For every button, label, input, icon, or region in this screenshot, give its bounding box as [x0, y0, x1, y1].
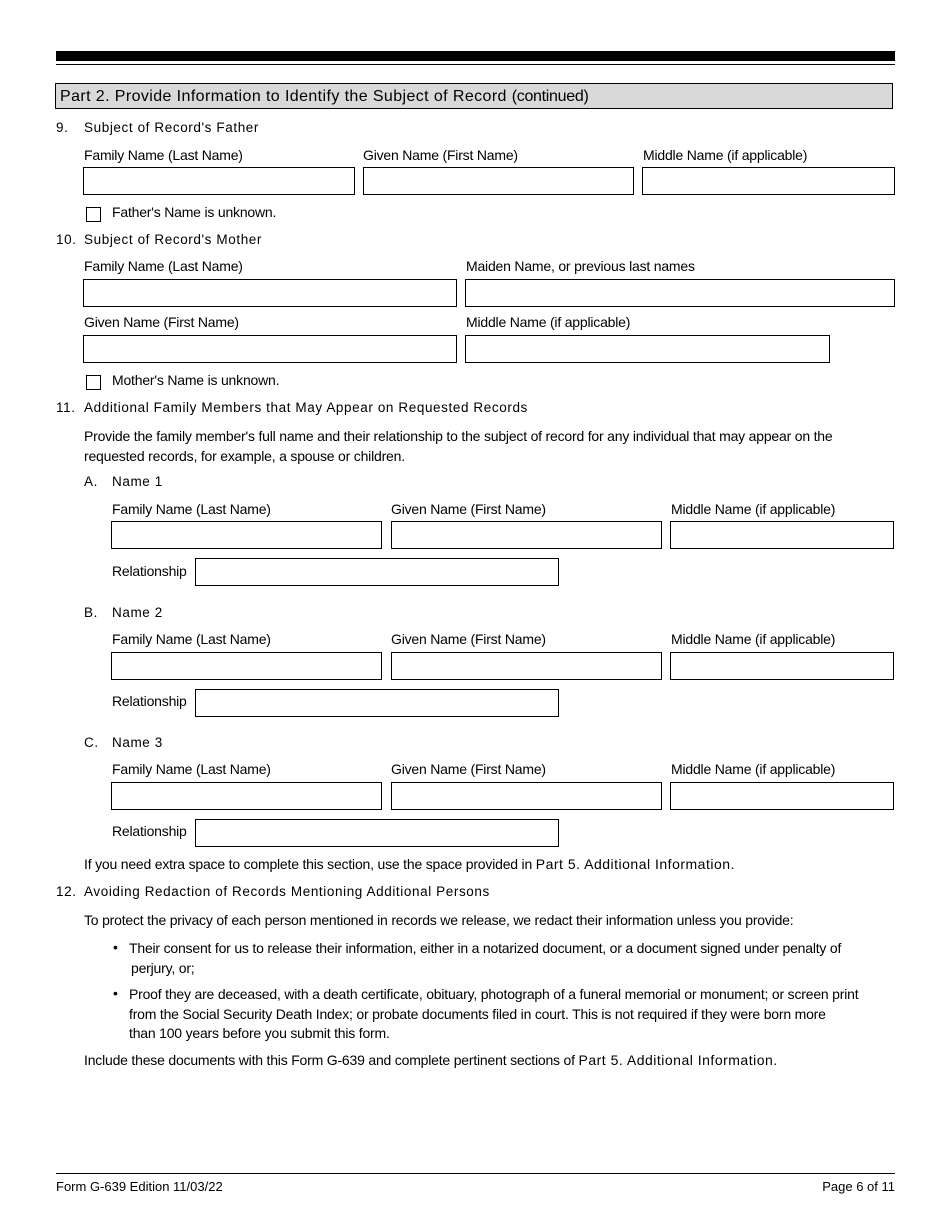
- member-b-given-name-input[interactable]: [391, 652, 662, 680]
- q11-extra-space-note: [84, 855, 735, 875]
- footer-rule: [56, 1173, 895, 1174]
- member-b-family-label: Family Name (Last Name): [112, 631, 271, 647]
- q9-number: 9.: [56, 120, 69, 135]
- member-a-relationship-label: Relationship: [112, 563, 187, 579]
- q11-extra-space-text: If you need extra space to complete this section, use the space provided in: [84, 856, 533, 872]
- q11-extra-space-ref: Part 5. Additional Information.: [535, 856, 735, 872]
- q10-maiden-label: Maiden Name, or previous last names: [466, 258, 695, 274]
- member-a-name-heading: Name 1: [112, 474, 163, 489]
- father-middle-name-input[interactable]: [642, 167, 895, 195]
- member-b-middle-label: Middle Name (if applicable): [671, 631, 836, 647]
- q11-intro-line1: Provide the family member's full name and their relationship to the subject of record for any individual that may appear on the: [84, 428, 833, 444]
- father-family-name-input[interactable]: [83, 167, 355, 195]
- member-c-middle-name-input[interactable]: [670, 782, 894, 810]
- footer-page-number: Page 6 of 11: [822, 1179, 895, 1194]
- member-a-given-label: Given Name (First Name): [391, 501, 546, 517]
- part-header: [55, 83, 893, 109]
- father-unknown-label: Father's Name is unknown.: [112, 204, 277, 220]
- member-b-middle-name-input[interactable]: [670, 652, 894, 680]
- q10-title: Subject of Record's Mother: [84, 232, 263, 247]
- member-b-relationship-label: Relationship: [112, 693, 187, 709]
- member-c-name-heading: Name 3: [112, 735, 163, 750]
- q11-title: Additional Family Members that May Appear on Requested Records: [84, 400, 528, 415]
- member-a-middle-label: Middle Name (if applicable): [671, 501, 836, 517]
- q10-middle-label: Middle Name (if applicable): [466, 314, 631, 330]
- member-c-family-label: Family Name (Last Name): [112, 761, 271, 777]
- member-b-name-heading: Name 2: [112, 605, 163, 620]
- member-b-letter: B.: [84, 605, 98, 620]
- q12-bullet2: [129, 985, 899, 1044]
- q12-bullet2-line1: Proof they are deceased, with a death certificate, obituary, photograph of a funeral memorial or monument; or screen print: [129, 986, 859, 1002]
- mother-maiden-name-input[interactable]: [465, 279, 895, 307]
- q12-bullet2-line3: than 100 years before you submit this form.: [129, 1025, 390, 1041]
- q11-intro-line2: requested records, for example, a spouse or children.: [84, 447, 405, 464]
- member-c-family-name-input[interactable]: [111, 782, 382, 810]
- q9-middle-label: Middle Name (if applicable): [643, 147, 808, 163]
- q11-intro: [84, 427, 894, 466]
- q10-number: 10.: [56, 232, 77, 247]
- mother-given-name-input[interactable]: [83, 335, 457, 363]
- q10-family-label: Family Name (Last Name): [84, 258, 243, 274]
- member-c-given-name-input[interactable]: [391, 782, 662, 810]
- q12-bullet2-marker: •: [113, 985, 118, 1001]
- member-c-letter: C.: [84, 735, 99, 750]
- q12-closing-text: Include these documents with this Form G-639 and complete pertinent sections of: [84, 1052, 575, 1068]
- q12-bullet1-marker: •: [113, 939, 118, 955]
- q9-given-label: Given Name (First Name): [363, 147, 518, 163]
- q12-closing-ref: Part 5. Additional Information.: [578, 1052, 778, 1068]
- member-b-family-name-input[interactable]: [111, 652, 382, 680]
- q11-number: 11.: [56, 400, 76, 415]
- q12-bullet1-line2: perjury, or;: [131, 959, 195, 976]
- q12-intro: To protect the privacy of each person mentioned in records we release, we redact their information unless you provide:: [84, 912, 794, 928]
- part-header-title: Part 2. Provide Information to Identify the Subject of Record: [60, 88, 507, 105]
- member-b-relationship-input[interactable]: [195, 689, 559, 717]
- q12-bullet2-line2: from the Social Security Death Index; or probate documents filed in court. This is not required if they were born more: [129, 1005, 826, 1022]
- top-rule-thin: [56, 64, 895, 65]
- q12-bullet1-line1: Their consent for us to release their information, either in a notarized document, or a document signed under penalty of: [129, 940, 842, 956]
- member-c-relationship-input[interactable]: [195, 819, 559, 847]
- q12-number: 12.: [56, 884, 77, 899]
- top-rule-thick: [56, 51, 895, 61]
- father-unknown-checkbox[interactable]: [86, 207, 101, 222]
- q10-given-label: Given Name (First Name): [84, 314, 239, 330]
- member-a-family-name-input[interactable]: [111, 521, 382, 549]
- q9-family-label: Family Name (Last Name): [84, 147, 243, 163]
- member-a-family-label: Family Name (Last Name): [112, 501, 271, 517]
- mother-unknown-checkbox[interactable]: [86, 375, 101, 390]
- member-a-middle-name-input[interactable]: [670, 521, 894, 549]
- footer-form-edition: Form G-639 Edition 11/03/22: [56, 1179, 223, 1194]
- part-header-suffix: (continued): [511, 88, 589, 105]
- mother-unknown-label: Mother's Name is unknown.: [112, 372, 280, 388]
- member-a-relationship-input[interactable]: [195, 558, 559, 586]
- member-b-given-label: Given Name (First Name): [391, 631, 546, 647]
- mother-middle-name-input[interactable]: [465, 335, 830, 363]
- member-c-relationship-label: Relationship: [112, 823, 187, 839]
- q9-title: Subject of Record's Father: [84, 120, 260, 135]
- father-given-name-input[interactable]: [363, 167, 634, 195]
- member-a-given-name-input[interactable]: [391, 521, 662, 549]
- q12-title: Avoiding Redaction of Records Mentioning Additional Persons: [84, 884, 490, 899]
- member-a-letter: A.: [84, 474, 98, 489]
- q12-bullet1: [129, 939, 899, 978]
- member-c-given-label: Given Name (First Name): [391, 761, 546, 777]
- member-c-middle-label: Middle Name (if applicable): [671, 761, 836, 777]
- mother-family-name-input[interactable]: [83, 279, 457, 307]
- q12-closing: [84, 1051, 778, 1071]
